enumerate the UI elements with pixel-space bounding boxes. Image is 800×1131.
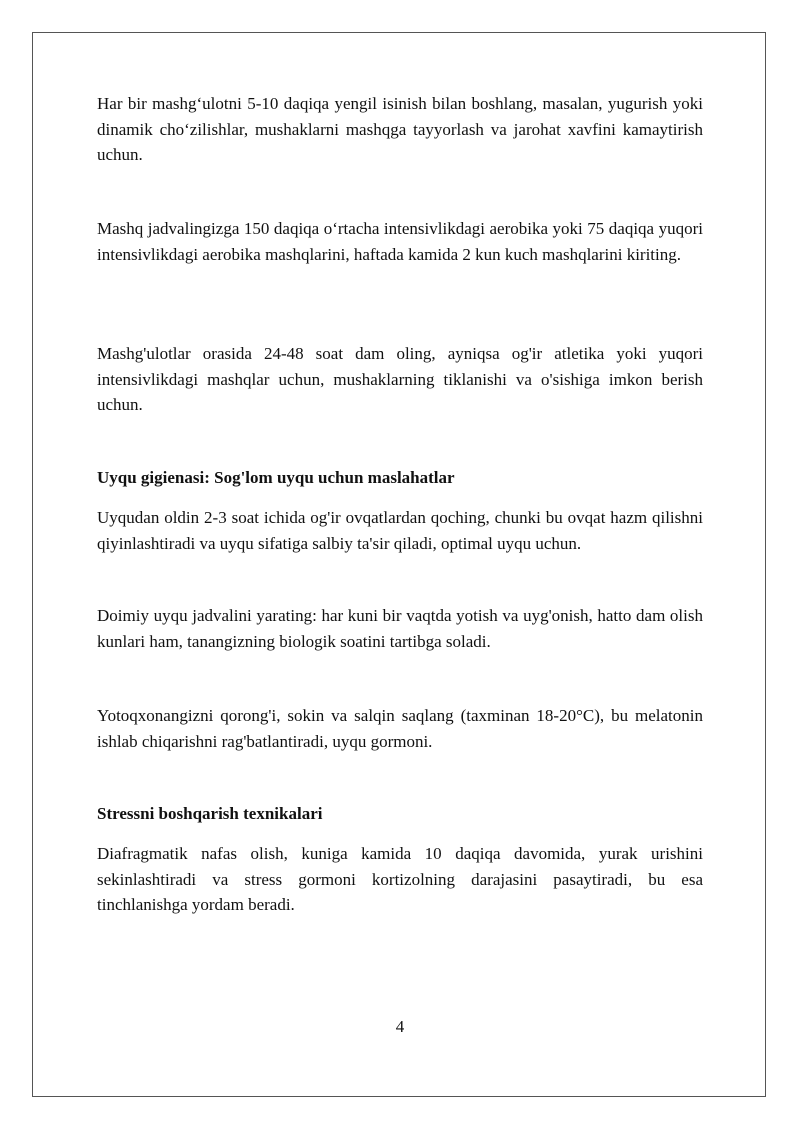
- paragraph-sleep-schedule: Doimiy uyqu jadvalini yarating: har kuni bir vaqtda yotish va uyg'onish, hatto dam olish kunlari ham, tanangizning biologik soatini tartibga soladi.: [97, 606, 703, 651]
- paragraph-sleep-food: Uyqudan oldin 2-3 soat ichida og'ir ovqatlardan qoching, chunki bu ovqat hazm qilishni qiyinlashtiradi va uyqu sifatiga salbiy ta'sir qiladi, optimal uyqu uchun.: [97, 508, 703, 553]
- paragraph-exercise-schedule: Mashq jadvalingizga 150 daqiqa o‘rtacha intensivlikdagi aerobika yoki 75 daqiqa yuqori intensivlikdagi aerobika mashqlarini, haftada kamida 2 kun kuch mashqlarini kiriting.: [97, 219, 703, 264]
- section-heading-sleep: Uyqu gigienasi: Sog'lom uyqu uchun maslahatlar: [97, 468, 455, 487]
- page-border: [32, 32, 766, 1097]
- page-number: 4: [395, 1017, 405, 1036]
- paragraph-sleep-bedroom: Yotoqxonangizni qorong'i, sokin va salqin saqlang (taxminan 18-20°C), bu melatonin ishlab chiqarishni rag'batlantiradi, uyqu gormoni.: [97, 706, 703, 751]
- paragraph-warmup: Har bir mashg‘ulotni 5-10 daqiqa yengil isinish bilan boshlang, masalan, yugurish yoki dinamik cho‘zilishlar, mushaklarni mashqga tayyorlash va jarohat xavfini kamaytirish uchun.: [97, 94, 703, 164]
- paragraph-rest: Mashg'ulotlar orasida 24-48 soat dam oling, ayniqsa og'ir atletika yoki yuqori intensivlikdagi mashqlar uchun, mushaklarning tiklanishi va o'sishiga imkon berish uchun.: [97, 344, 703, 414]
- paragraph-breathing: Diafragmatik nafas olish, kuniga kamida 10 daqiqa davomida, yurak urishini sekinlashtiradi va stress gormoni kortizolning darajasini pasaytiradi, bu esa tinchlanishga yordam beradi.: [97, 844, 703, 914]
- section-heading-stress: Stressni boshqarish texnikalari: [97, 804, 323, 823]
